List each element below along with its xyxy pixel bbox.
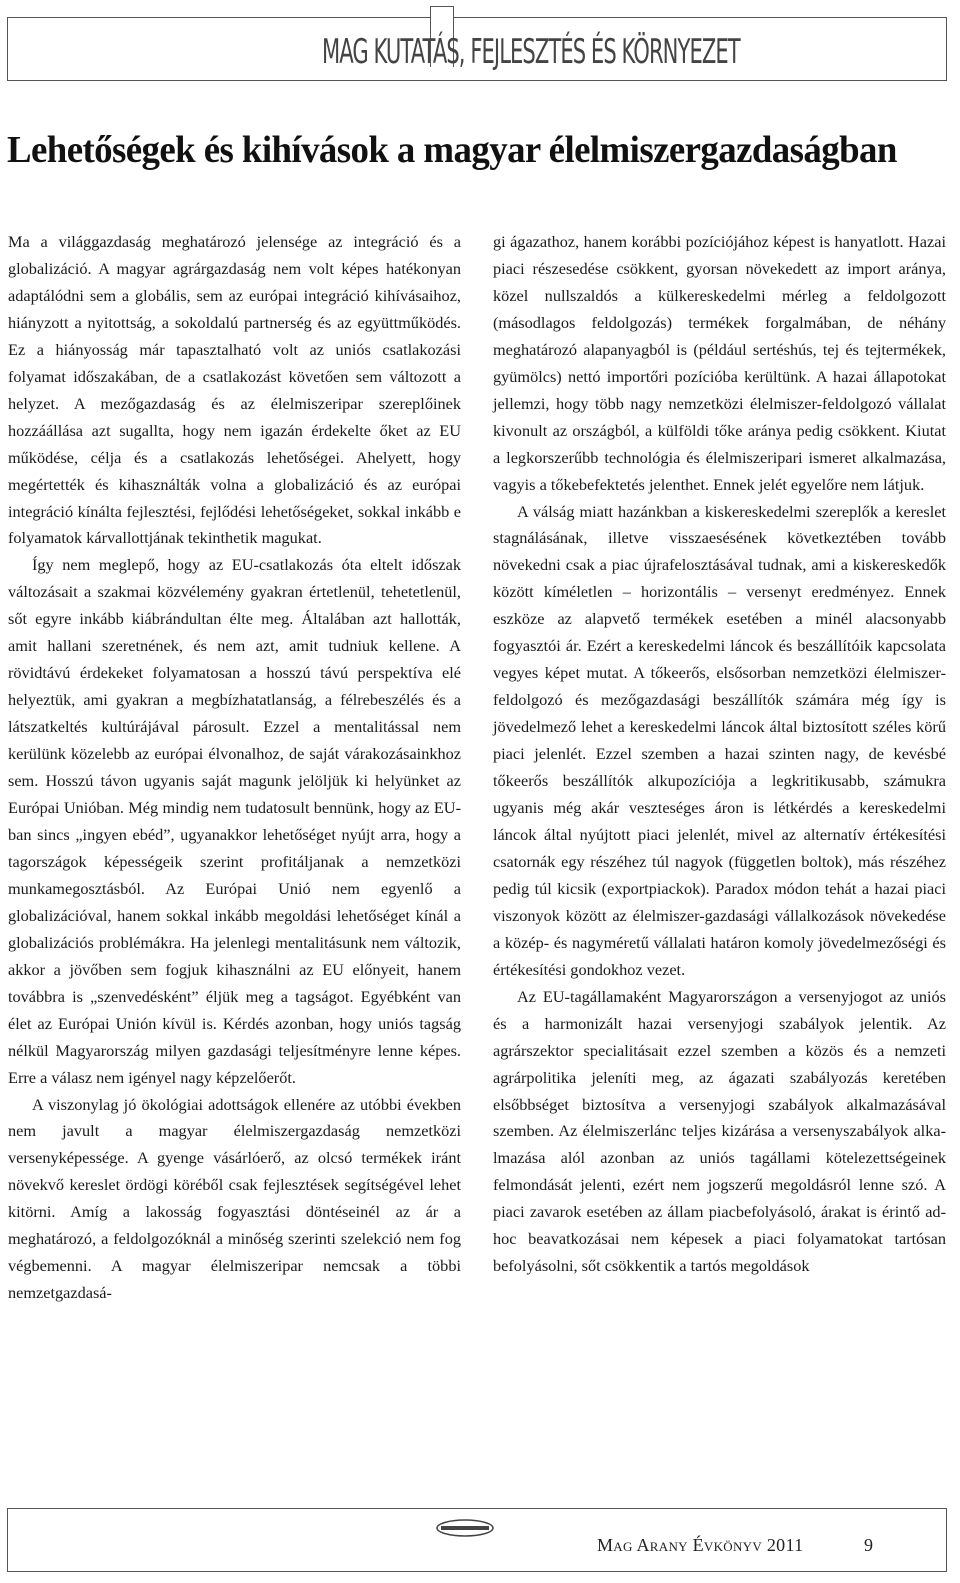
paragraph: A válság miatt hazánkban a kiskereskedelmi szereplők a kereslet stagnálásának, illetve visszaesésének következtében tovább növekedni csak a piac újrafelosztásával tudnak, ami a kiskereskedők között kíméletlen – horizontális – versenyt eredményez. Ennek eszköze az alapvető termékek esetében a minél alacsonyabb fogyasztói ár. Ezért a kereskedelmi láncok és beszállítóik kapcsolata vegyes képet mutat. A tőkeerős, elsősorban nemzetközi élelmiszer-feldolgozó és mezőgazdasági beszállítók számára még így is jövedelmező lehet a kereskedelmi láncok által biztosított széles körű piaci jelenlét. Ezzel szemben a hazai szinten nagy, de kevésbé tőkeerős beszállítók alkupozíciója a legkritikusabb, számukra ugyanis még akár veszteséges áron is létkérdés a kereskedelmi láncok által nyújtott piaci jelenlét, mivel az alternatív értékesítési csatornák egy részéhez túl nagyok (független boltok), más részéhez pedig túl kicsik (exportpiackok). Paradox módon tehát a hazai piaci viszonyok között az élelmiszer-gazdasági vállalkozások növekedése a közép- és nagyméretű vállalati határon komoly jövedelmezőségi és értékesítési gondokhoz vezet. [493, 501, 946, 979]
paragraph: Az EU-tagállamaként Magyarországon a versenyjogot az uniós és a harmonizált hazai versenyjogi szabályok jelentik. Az agrárszektor specialitásait ezzel szemben a közös és a nemzeti agrárpolitika jeleníti meg, az ágazati szabályozás keretében elsőbbséget biztosítva a versenyjogi szabályok alkalmazásával szemben. Az élelmiszerlánc teljes kizárása a versenyszabályok alkalmazása alól azonban az uniós tagállami kötelezettségeinek felmondását jelenti, ezért nem jogszerű megoldásról lenne szó. A piaci zavarok esetében az állam piacbefolyásoló, árakat is érintő ad-hoc beavatkozásai nem képesek a piaci folyamatokat tartósan befolyásolni, sőt csökkentik a tartós megoldások [493, 986, 946, 1276]
right-column [493, 229, 946, 1280]
article-title: Lehetőségek és kihívások a magyar élelmiszergazdaságban [7, 129, 897, 171]
paragraph: Ma a világgazdaság meghatározó jelensége az integráció és a globalizáció. A magyar agrárgazdaság nem volt képes hatékonyan adaptálódni sem a globális, sem az európai integráció kihívásaihoz, hiányzott a nyitottság, a sokoldalú partnerség és az együttműködés. Ez a hiányosság már tapasztalható volt az uniós csatlakozási folyamat időszakában, de a csatlakozást követően sem változott a helyzet. A mezőgazdaság és az élelmiszeripar szereplőinek hozzáállása azt sugallta, hogy nem igazán érdekelte őket az EU működése, célja és a csatlakozás lehetőségei. Ahelyett, hogy megértették és kihasználták volna a globalizáció és az európai integráció kínálta fejlesztési, fejlődési lehetőségeket, sokkal inkább e folyamatok kárvallottjának tekinthetik magukat. [8, 232, 461, 548]
left-column [8, 229, 461, 1307]
publisher-logo-icon [435, 1519, 495, 1537]
paragraph: gi ágazathoz, hanem korábbi pozíciójához képest is hanyatlott. Hazai piaci részesedése csökkent, gyorsan növekedett az import aránya, közel nullszaldós a külkereskedelmi mérleg a feldolgozott (másodlagos feldolgozás) termékek forgalmában, de néhány meghatározó alapanyagból is (például sertéshús, tej és tejtermékek, gyümölcs) nettó importőri pozícióba kerültünk. A hazai állapotokat jellemzi, hogy több nagy nemzetközi élelmiszer-feldolgozó vállalat kivonult az országból, a külföldi tőke aránya pedig csökkent. Kiutat a legkorszerűbb technológia és élelmiszeripari ismeret alkalmazása, vagyis a tőkebefektetés jelenthet. Ennek jelét egyelőre nem látjuk. [493, 232, 946, 494]
publication-name: Mag Arany Évkönyv 2011 [597, 1535, 804, 1555]
paragraph: A viszonylag jó ökológiai adottságok ellenére az utóbbi években nem javult a magyar élelmiszergazdaság nemzetközi versenyképessége. A gyenge vásárlóerő, az olcsó termékek iránt növekvő kereslet ördögi köréből csak fejlesztések segítségével lehet kitörni. Amíg a lakosság fogyasztási döntéseinél az ár a meghatározó, a feldolgozóknál a minőség szerinti szelekció nem fog végbemenni. A magyar élelmiszeripar nemcsak a többi nemzetgazdasá- [8, 1094, 461, 1303]
paragraph: Így nem meglepő, hogy az EU-csatlakozás óta eltelt időszak változásait a szakmai közvélemény gyakran értetlenül, tehetetlenül, sőt egyre inkább kiábrándultan élte meg. Általában azt hallották, amit hallani szeretnének, és nem azt, amit tudniuk kellene. A rövidtávú érdekeket folyamatosan a hosszú távú perspektíva elé helyeztük, ami gyakran a megbízhatatlanság, a félrebeszélés és a látszatkeltés kultúrájával párosult. Ezzel a mentalitással nem kerülünk közelebb az európai élvonalhoz, de saját várakozásainkhoz sem. Hosszú távon ugyanis saját magunk jelöljük ki helyünket az Európai Unióban. Még mindig nem tudatosult bennünk, hogy az EU-ban sincs „ingyen ebéd”, ugyanakkor lehetőséget nyújt arra, hogy a tagországok képességeik szerint profitáljanak a nemzetközi munkamegosztásból. Az Európai Unió nem egyenlő a globalizációval, hanem sokkal inkább megoldási lehetőséget kínál a globalizációs problémákra. Ha jelenlegi mentalitásunk nem változik, akkor a jövőben sem fogjuk kihasználni az EU előnyeit, hanem továbbra is „szenvedésként” éljük meg a tagságot. Egyébként van élet az Európai Unión kívül is. Kérdés azonban, hogy uniós tagság nélkül Magyarország milyen gazdasági teljesítményre lenne képes. Erre a válasz nem igényel nagy képzelőerőt. [8, 555, 461, 1087]
footer-frame [7, 1508, 947, 1572]
section-title: MAG KUTATÁS, FEJLESZTÉS ÉS KÖRNYEZET [322, 32, 740, 72]
page-number: 9 [864, 1535, 873, 1555]
